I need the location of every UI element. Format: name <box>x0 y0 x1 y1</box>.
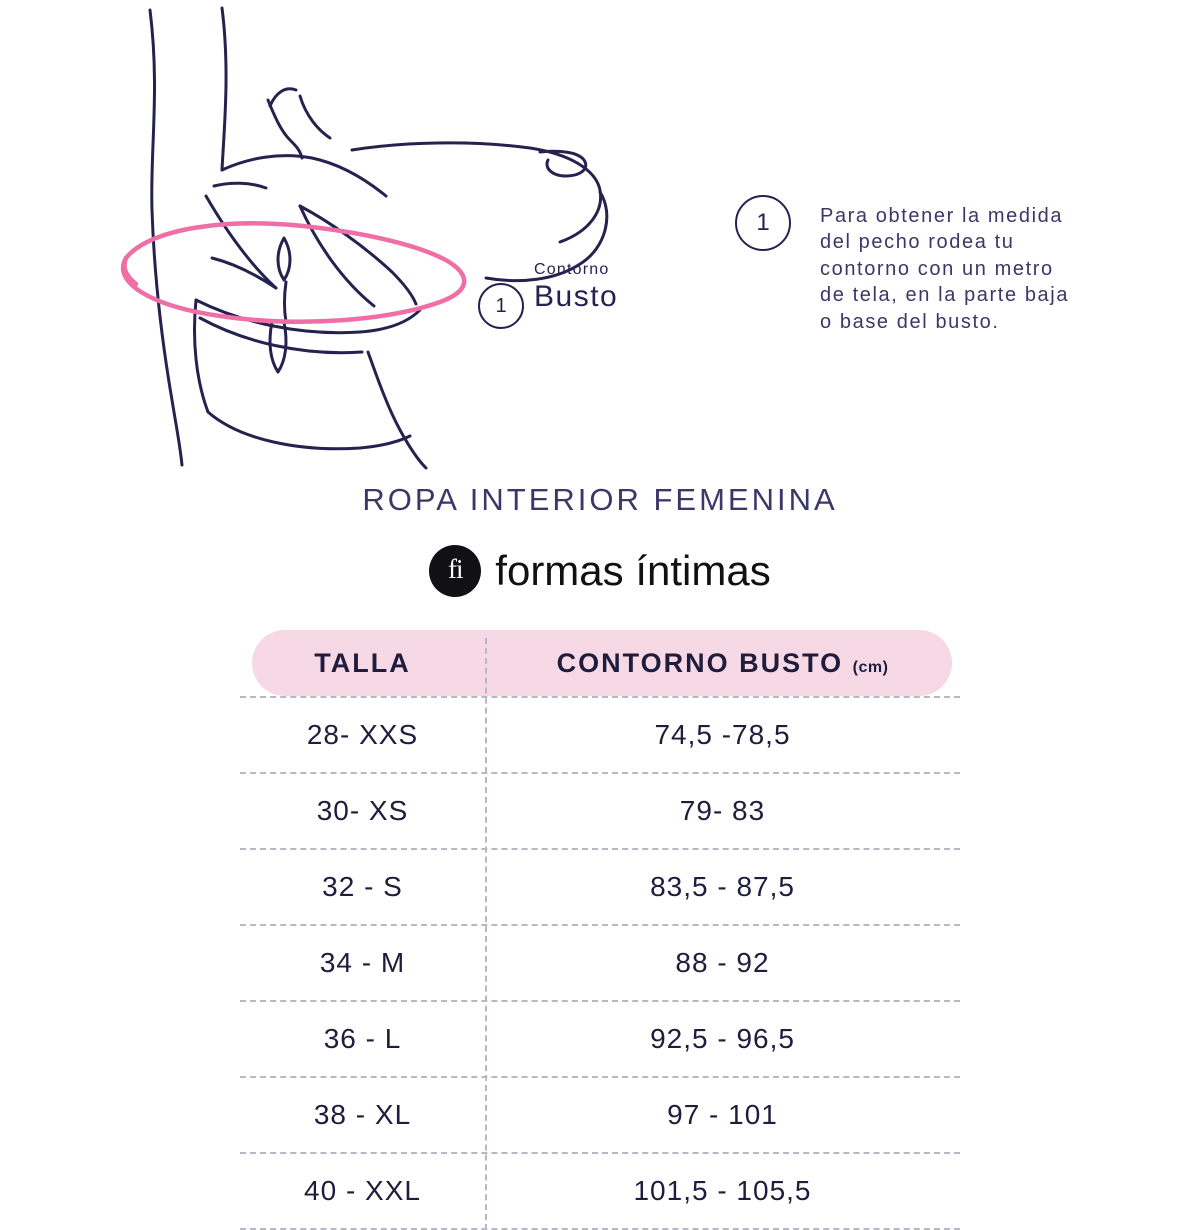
cell-bust: 92,5 - 96,5 <box>650 1023 795 1054</box>
bust-measurement-illustration <box>0 0 700 470</box>
table-row <box>240 698 960 774</box>
brand-logo <box>0 545 1200 597</box>
brand-monogram-icon: fi <box>429 545 481 597</box>
cell-bust: 79- 83 <box>679 795 766 826</box>
callout-label-small: Contorno <box>534 261 610 278</box>
brand-name: formas íntimas <box>495 547 771 594</box>
callout-badge-1 <box>478 283 524 329</box>
step-badge-1 <box>735 195 791 251</box>
table-header-bust <box>485 648 960 679</box>
step-badge-number: 1 <box>756 209 770 236</box>
page-title: ROPA INTERIOR FEMENINA <box>362 482 838 517</box>
callout-label-big: Busto <box>534 279 619 313</box>
measuring-tape-loop <box>123 223 464 321</box>
table-row <box>240 774 960 850</box>
cell-size: 40 - XXL <box>304 1175 421 1206</box>
table-row <box>240 1078 960 1154</box>
size-table <box>240 630 960 1230</box>
table-header-size: TALLA <box>314 647 411 678</box>
table-header-bust-unit: (cm) <box>852 658 889 676</box>
cell-size: 34 - M <box>319 947 406 978</box>
cell-size: 30- XS <box>316 795 409 826</box>
table-row <box>240 1154 960 1230</box>
cell-bust: 101,5 - 105,5 <box>633 1175 812 1206</box>
callout-label <box>534 262 618 312</box>
cell-size: 36 - L <box>323 1023 402 1054</box>
table-row <box>240 1002 960 1078</box>
table-row <box>240 850 960 926</box>
woman-line-art-svg <box>0 0 700 470</box>
table-header-bust-label: CONTORNO BUSTO <box>556 647 844 678</box>
step-instruction-text: Para obtener la medida del pecho rodea tu contorno con un metro de tela, en la parte baja o base del busto. <box>820 205 1070 333</box>
cell-bust: 74,5 -78,5 <box>654 719 791 750</box>
cell-bust: 83,5 - 87,5 <box>650 871 795 902</box>
callout-badge-number: 1 <box>495 294 507 317</box>
cell-bust: 88 - 92 <box>675 947 770 978</box>
cell-size: 32 - S <box>322 871 403 902</box>
table-row <box>240 926 960 1002</box>
cell-size: 38 - XL <box>313 1099 412 1130</box>
cell-size: 28- XXS <box>306 719 419 750</box>
table-header-row <box>240 630 960 698</box>
cell-bust: 97 - 101 <box>667 1099 778 1130</box>
